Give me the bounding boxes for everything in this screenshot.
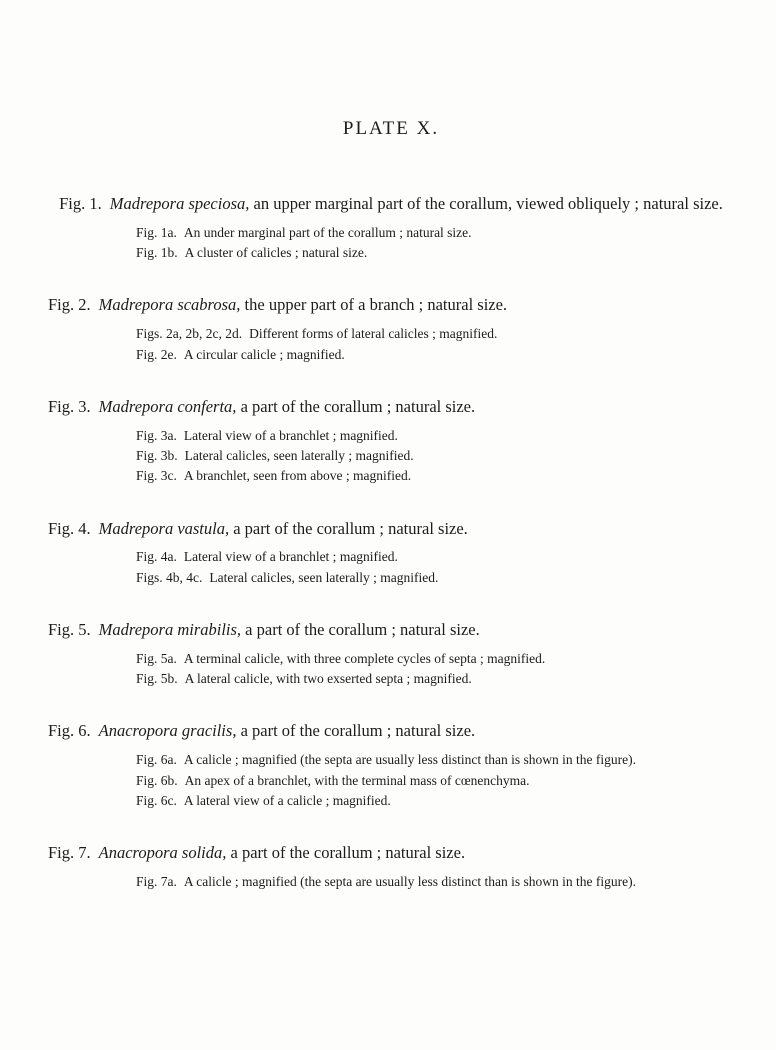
subfigure-item xyxy=(136,547,734,567)
figure-entry xyxy=(48,192,734,263)
subfigure-text: Lateral view of a branchlet ; magnified. xyxy=(183,549,398,565)
subfigure-text: Lateral calicles, seen laterally ; magnified. xyxy=(184,448,414,464)
subfigure-text: Lateral view of a branchlet ; magnified. xyxy=(183,427,398,443)
subfigure-item xyxy=(136,345,734,365)
subfigure-label: Fig. 6b. xyxy=(136,772,178,788)
figure-description: a part of the corallum ; natural size. xyxy=(240,721,476,741)
figure-description: a part of the corallum ; natural size. xyxy=(233,518,468,538)
species-name: Madrepora speciosa, xyxy=(109,194,250,213)
subfigure-label: Fig. 5b. xyxy=(136,671,178,687)
species-name: Madrepora scabrosa, xyxy=(98,295,241,315)
subfigure-label: Fig. 1b. xyxy=(136,245,178,261)
figure-entry xyxy=(48,841,734,892)
subfigure-list xyxy=(136,426,734,487)
subfigure-label: Figs. 2a, 2b, 2c, 2d. xyxy=(136,326,243,342)
subfigure-label: Fig. 7a. xyxy=(136,873,177,889)
subfigure-item xyxy=(136,669,734,689)
subfigure-item xyxy=(136,568,734,588)
subfigure-item xyxy=(136,750,734,770)
subfigure-label: Figs. 4b, 4c. xyxy=(136,569,203,585)
figure-entry xyxy=(48,719,734,811)
subfigure-text: An under marginal part of the corallum ; natural size. xyxy=(183,224,472,240)
subfigure-label: Fig. 3a. xyxy=(136,427,177,443)
subfigure-label: Fig. 6a. xyxy=(136,752,177,768)
subfigure-item xyxy=(136,649,734,669)
subfigure-text: Different forms of lateral calicles ; magnified. xyxy=(249,326,498,342)
figure-main-line xyxy=(48,841,734,865)
figure-main-line xyxy=(48,395,734,419)
subfigure-text: A calicle ; magnified (the septa are usually less distinct than is shown in the figure). xyxy=(183,752,637,768)
subfigure-list xyxy=(136,223,734,264)
subfigure-text: A branchlet, seen from above ; magnified. xyxy=(183,468,412,484)
figure-label: Fig. 2. xyxy=(48,295,91,315)
plate-title: PLATE X. xyxy=(342,118,440,139)
subfigure-item xyxy=(136,872,734,892)
figure-entry xyxy=(48,293,734,364)
figure-main-line xyxy=(48,618,734,642)
subfigure-text: Lateral calicles, seen laterally ; magnified. xyxy=(209,569,439,585)
figure-main-line xyxy=(48,192,734,216)
species-name: Anacropora gracilis, xyxy=(98,721,237,741)
figure-label: Fig. 5. xyxy=(48,619,91,639)
figure-label: Fig. 1. xyxy=(59,194,102,213)
figure-main-line xyxy=(48,719,734,743)
subfigure-list xyxy=(136,324,734,365)
subfigure-list xyxy=(136,750,734,811)
figure-main-line xyxy=(48,517,734,541)
species-name: Madrepora vastula, xyxy=(98,518,230,538)
subfigure-text: A cluster of calicles ; natural size. xyxy=(184,245,368,261)
subfigure-label: Fig. 6c. xyxy=(136,792,177,808)
figure-main-line xyxy=(48,293,734,317)
figure-entry xyxy=(48,618,734,689)
subfigure-label: Fig. 3c. xyxy=(136,468,177,484)
species-name: Anacropora solida, xyxy=(98,843,227,863)
subfigure-item xyxy=(136,223,734,243)
figure-description: a part of the corallum ; natural size. xyxy=(240,396,476,416)
subfigure-text: A circular calicle ; magnified. xyxy=(183,346,345,362)
subfigure-item xyxy=(136,446,734,466)
subfigure-text: A lateral calicle, with two exserted septa ; magnified. xyxy=(184,671,472,687)
subfigure-list xyxy=(136,547,734,588)
figure-description: a part of the corallum ; natural size. xyxy=(245,619,480,639)
species-name: Madrepora conferta, xyxy=(98,396,237,416)
subfigure-item xyxy=(136,466,734,486)
subfigure-list xyxy=(136,872,734,892)
subfigure-label: Fig. 2e. xyxy=(136,346,177,362)
species-name: Madrepora mirabilis, xyxy=(98,619,242,639)
figure-entry xyxy=(48,395,734,487)
figure-label: Fig. 3. xyxy=(48,396,91,416)
subfigure-label: Fig. 3b. xyxy=(136,448,178,464)
subfigure-list xyxy=(136,649,734,690)
subfigure-label: Fig. 1a. xyxy=(136,224,177,240)
subfigure-text: An apex of a branchlet, with the terminal mass of cœnenchyma. xyxy=(184,772,530,788)
subfigure-item xyxy=(136,771,734,791)
figure-description: an upper marginal part of the corallum, viewed obliquely ; natural size. xyxy=(253,194,723,213)
subfigure-text: A terminal calicle, with three complete cycles of septa ; magnified. xyxy=(183,650,546,666)
subfigure-item xyxy=(136,791,734,811)
subfigure-label: Fig. 4a. xyxy=(136,549,177,565)
figure-label: Fig. 6. xyxy=(48,721,91,741)
subfigure-item xyxy=(136,324,734,344)
figure-label: Fig. 7. xyxy=(48,843,91,863)
figure-description: the upper part of a branch ; natural size. xyxy=(244,295,508,315)
figure-description: a part of the corallum ; natural size. xyxy=(230,843,466,863)
subfigure-text: A calicle ; magnified (the septa are usually less distinct than is shown in the figure). xyxy=(183,873,637,889)
subfigure-item xyxy=(136,426,734,446)
figure-entry xyxy=(48,517,734,588)
figure-label: Fig. 4. xyxy=(48,518,91,538)
subfigure-text: A lateral view of a calicle ; magnified. xyxy=(183,792,391,808)
subfigure-label: Fig. 5a. xyxy=(136,650,177,666)
subfigure-item xyxy=(136,243,734,263)
